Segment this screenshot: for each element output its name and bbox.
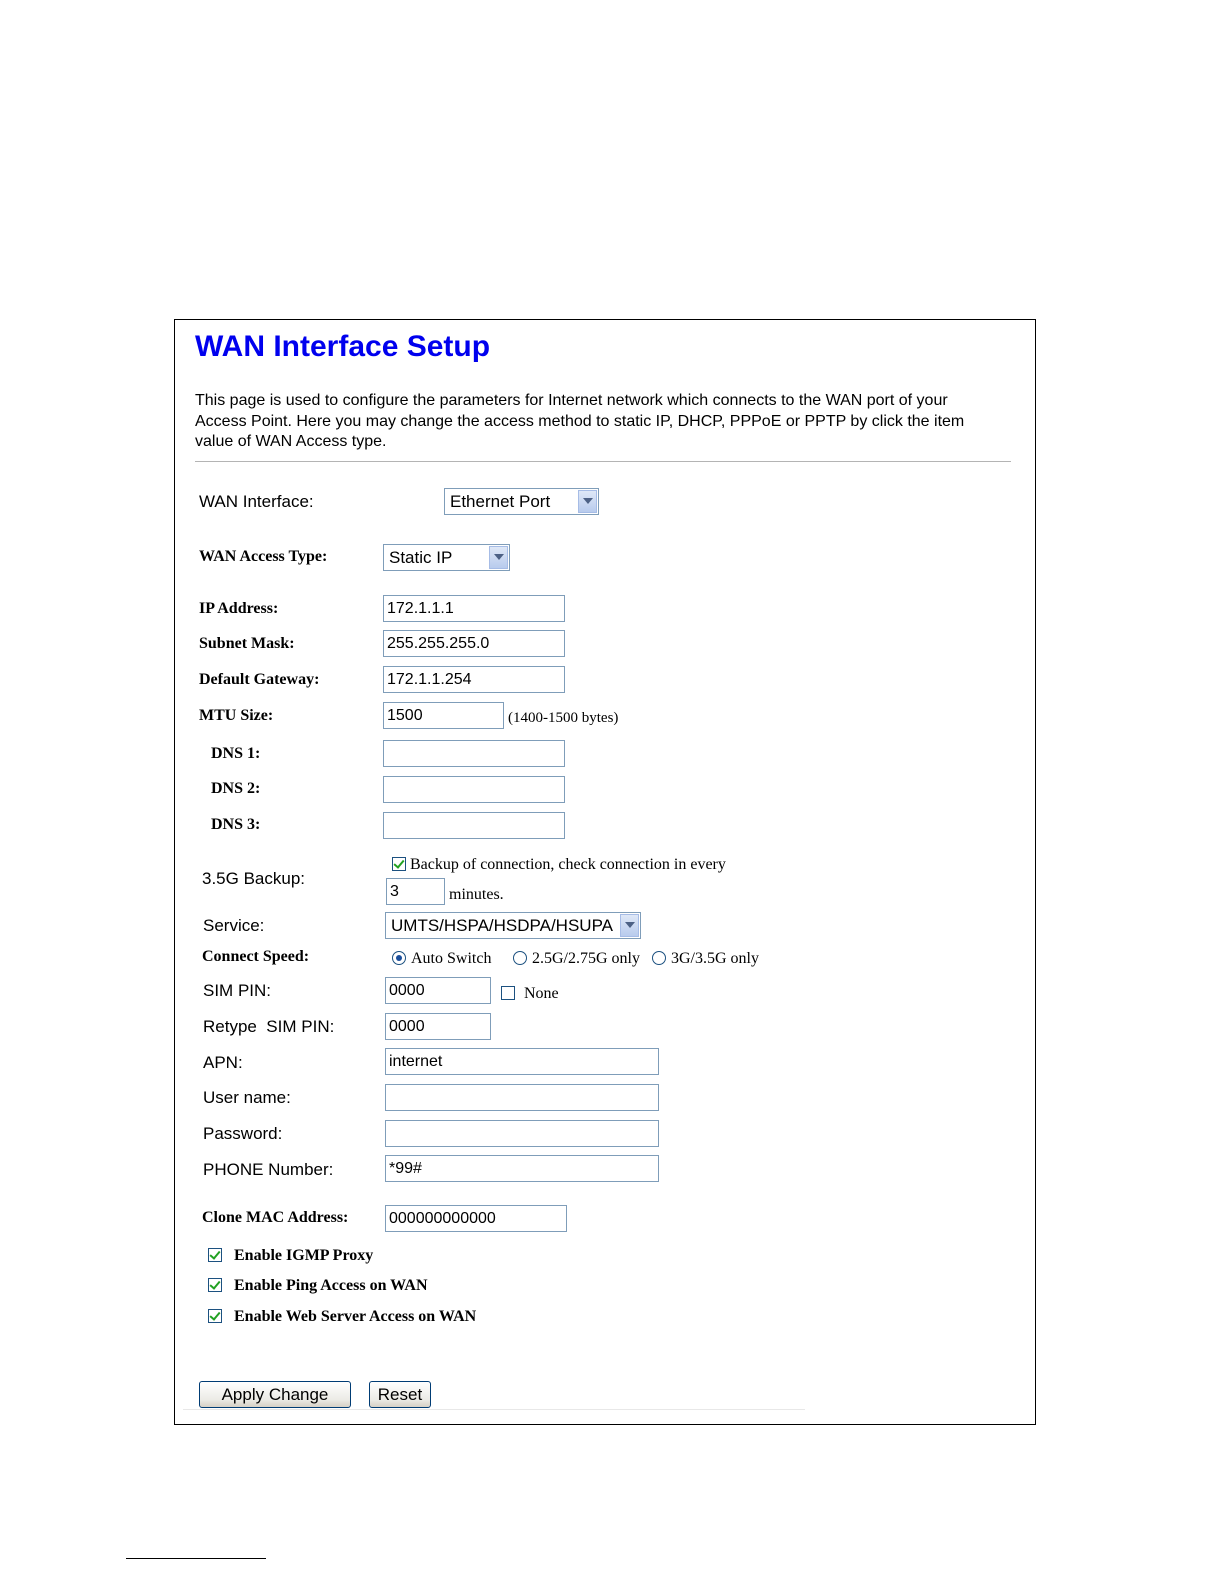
retype-sim-pin-input[interactable]: 0000 [385,1013,491,1040]
dns2-input[interactable] [383,776,565,803]
wan-access-type-value: Static IP [389,548,453,567]
wan-interface-select[interactable] [444,488,599,515]
wan-interface-label: WAN Interface: [199,492,314,511]
clone-mac-input[interactable]: 000000000000 [385,1205,567,1232]
retype-sim-pin-label: Retype SIM PIN: [203,1017,335,1036]
connect-speed-label: Connect Speed: [202,948,310,965]
chevron-down-icon[interactable] [489,546,508,569]
dns1-input[interactable] [383,740,565,767]
ping-wan-label: Enable Ping Access on WAN [234,1277,428,1294]
wan-access-type-label: WAN Access Type: [199,548,328,565]
wan-setup-panel [174,319,1036,1425]
chevron-down-icon[interactable] [620,914,639,937]
web-wan-checkbox[interactable] [208,1309,222,1323]
backup-label: 3.5G Backup: [202,869,306,888]
password-input[interactable] [385,1120,659,1147]
speed-2g-label: 2.5G/2.75G only [532,950,640,967]
speed-3g-radio[interactable] [652,951,666,965]
apn-input[interactable]: internet [385,1048,659,1075]
subnet-mask-label: Subnet Mask: [199,635,295,652]
service-select[interactable] [385,912,641,939]
speed-auto-switch-radio[interactable] [392,951,406,965]
backup-checkbox[interactable] [392,857,406,871]
sim-pin-label: SIM PIN: [203,981,272,1000]
footnote-rule [126,1558,266,1559]
dns2-label: DNS 2: [211,780,261,797]
clone-mac-label: Clone MAC Address: [202,1209,349,1226]
speed-3g-label: 3G/3.5G only [671,950,759,967]
apn-label: APN: [203,1053,243,1072]
backup-minutes-label: minutes. [449,886,504,903]
backup-minutes-input[interactable]: 3 [386,878,445,905]
mtu-size-hint: (1400-1500 bytes) [508,710,619,726]
web-wan-label: Enable Web Server Access on WAN [234,1308,477,1325]
service-label: Service: [203,916,265,935]
dns1-label: DNS 1: [211,745,261,762]
ping-wan-checkbox[interactable] [208,1278,222,1292]
dns3-input[interactable] [383,812,565,839]
password-label: Password: [203,1124,283,1143]
user-name-input[interactable] [385,1084,659,1111]
igmp-proxy-checkbox[interactable] [208,1248,222,1262]
wan-interface-value: Ethernet Port [450,492,551,511]
speed-auto-switch-label: Auto Switch [411,950,492,967]
apply-change-button[interactable]: Apply Change [199,1381,351,1408]
subnet-mask-input[interactable]: 255.255.255.0 [383,630,565,657]
user-name-label: User name: [203,1088,291,1107]
divider [195,461,1011,462]
sim-pin-none-checkbox[interactable] [501,986,515,1000]
page-description: This page is used to configure the parameters for Internet network which connects to the WAN port of your Access Point. Here you may change the access method to static IP, DHCP, PPPoE or PPTP by click the item value of WAN Access type. [195,392,965,450]
reset-button[interactable]: Reset [369,1381,431,1408]
default-gateway-label: Default Gateway: [199,671,320,688]
mtu-size-label: MTU Size: [199,707,274,724]
igmp-proxy-label: Enable IGMP Proxy [234,1247,374,1264]
speed-2g-radio[interactable] [513,951,527,965]
sim-pin-none-label: None [524,985,559,1002]
page-title: WAN Interface Setup [195,330,491,363]
phone-number-input[interactable]: *99# [385,1155,659,1182]
ip-address-label: IP Address: [199,600,279,617]
bottom-divider [183,1409,805,1410]
sim-pin-input[interactable]: 0000 [385,977,491,1004]
ip-address-input[interactable]: 172.1.1.1 [383,595,565,622]
wan-access-type-select[interactable] [383,544,510,571]
service-value: UMTS/HSPA/HSDPA/HSUPA [391,916,613,935]
default-gateway-input[interactable]: 172.1.1.254 [383,666,565,693]
dns3-label: DNS 3: [211,816,261,833]
chevron-down-icon[interactable] [578,490,597,513]
mtu-size-input[interactable]: 1500 [383,702,504,729]
backup-description: Backup of connection, check connection in every [410,856,726,873]
phone-number-label: PHONE Number: [203,1160,334,1179]
